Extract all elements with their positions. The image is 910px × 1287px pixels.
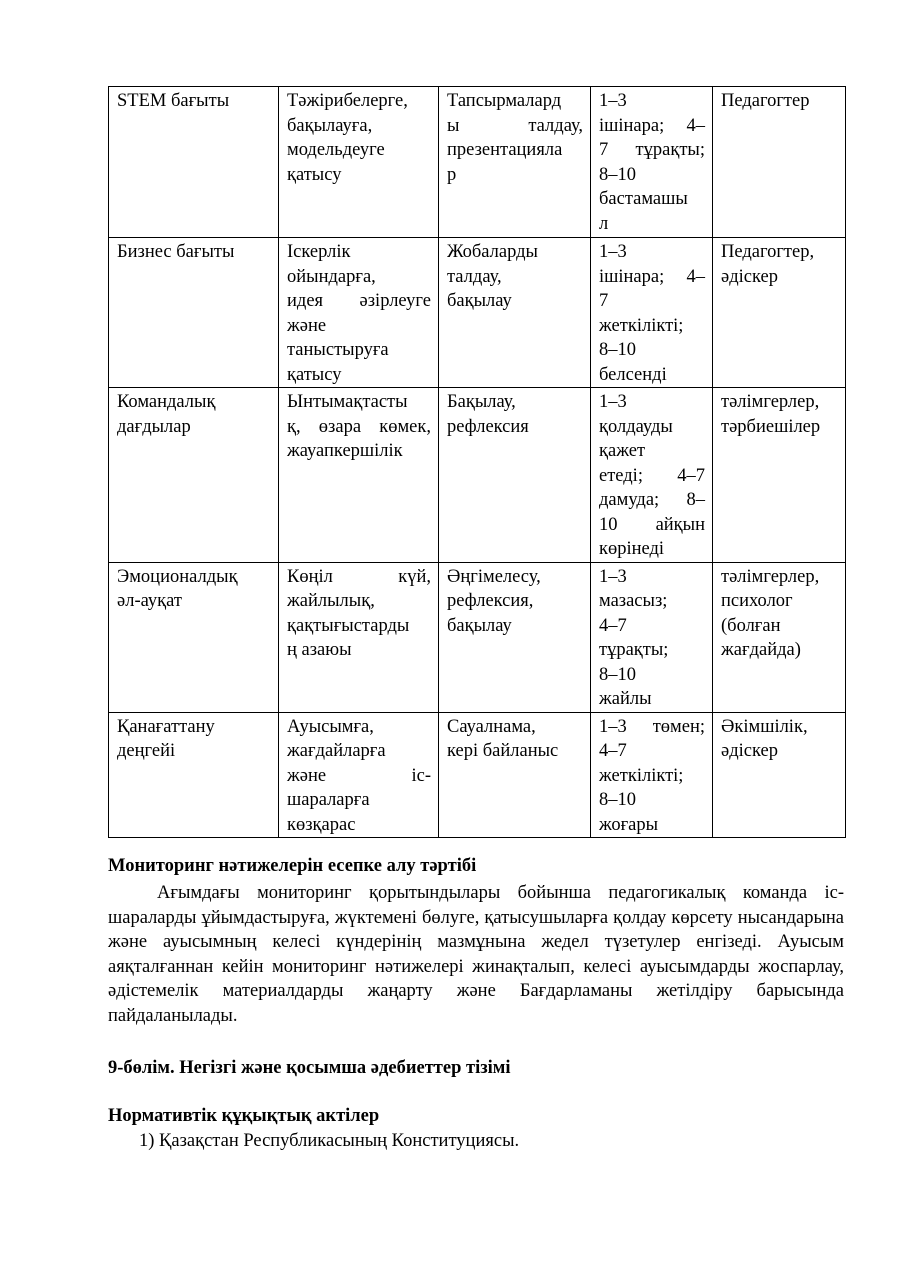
cell-line: Эмоционалдық xyxy=(117,566,238,587)
cell-line: белсенді xyxy=(599,364,667,385)
cell-line: кері байланыс xyxy=(447,741,559,761)
cell-line: мазасыз; xyxy=(599,591,668,611)
cell-line: психолог xyxy=(721,591,793,611)
table-row xyxy=(109,712,846,838)
monitoring-table xyxy=(108,86,846,838)
cell-line: рефлексия, xyxy=(447,591,534,611)
cell-method xyxy=(439,388,591,563)
cell-line: қолдауды xyxy=(599,416,673,437)
cell-line: Әкімшілік, xyxy=(721,716,808,737)
cell-direction xyxy=(109,87,279,238)
cell-line: 1–3 xyxy=(599,91,627,111)
table-row xyxy=(109,562,846,712)
cell-line: Педагогтер xyxy=(721,91,810,111)
cell-line: жағдайда) xyxy=(721,640,801,660)
cell-line: қажет xyxy=(599,441,646,461)
cell-line: Іскерлік xyxy=(287,242,351,262)
cell-line: 4–7 xyxy=(599,741,627,761)
cell-line: әдіскер xyxy=(721,266,778,287)
cell-line: ы талдау, xyxy=(447,115,583,136)
cell-line: көзқарас xyxy=(287,814,356,835)
section-heading: Мониторинг нәтижелерін есепке алу тәртібі xyxy=(108,856,477,876)
cell-line: Тапсырмалард xyxy=(447,91,562,111)
cell-line: ойындарға, xyxy=(287,266,376,287)
cell-direction xyxy=(109,388,279,563)
cell-scale xyxy=(591,388,713,563)
cell-line: бастамашы xyxy=(599,189,688,209)
cell-line: 1–3 төмен; xyxy=(599,716,705,737)
cell-line: жоғары xyxy=(599,814,659,835)
cell-line: Ауысымға, xyxy=(287,716,374,737)
cell-scale xyxy=(591,562,713,712)
cell-line: Педагогтер, xyxy=(721,242,815,262)
cell-line: Көңіл күй, xyxy=(287,566,431,587)
cell-line: рефлексия xyxy=(447,416,529,437)
cell-line: Қанағаттану xyxy=(117,716,215,737)
cell-line: қақтығыстарды xyxy=(287,615,410,636)
cell-line: әл-ауқат xyxy=(117,591,182,611)
cell-line: 1–3 xyxy=(599,392,627,412)
cell-line: 1–3 xyxy=(599,566,627,587)
cell-line: Ынтымақтасты xyxy=(287,392,408,412)
cell-criteria xyxy=(279,712,439,838)
cell-line: жауапкершілік xyxy=(287,441,403,461)
cell-scale xyxy=(591,712,713,838)
cell-line: жеткілікті; xyxy=(599,765,684,786)
cell-criteria xyxy=(279,562,439,712)
cell-line: 8–10 xyxy=(599,164,636,185)
cell-line: шараларға xyxy=(287,790,370,810)
cell-responsible xyxy=(713,87,846,238)
cell-method xyxy=(439,238,591,388)
cell-line: 4–7 xyxy=(599,615,627,636)
cell-line: бақылау xyxy=(447,615,512,636)
subheading: Нормативтік құқықтық актілер xyxy=(108,1106,380,1126)
cell-direction xyxy=(109,562,279,712)
cell-method xyxy=(439,712,591,838)
cell-line: дағдылар xyxy=(117,416,191,437)
cell-line: тәрбиешілер xyxy=(721,416,821,437)
cell-line: Бизнес бағыты xyxy=(117,242,235,262)
cell-line: STEM бағыты xyxy=(117,91,230,111)
cell-line: 8–10 xyxy=(599,340,636,360)
table-row xyxy=(109,87,846,238)
cell-method xyxy=(439,87,591,238)
cell-line: 8–10 xyxy=(599,664,636,685)
cell-line: Бақылау, xyxy=(447,392,516,412)
cell-line: қ, өзара көмек, xyxy=(287,416,431,437)
cell-line: бақылауға, xyxy=(287,115,373,136)
cell-line: дамуда; 8– xyxy=(599,490,705,510)
cell-line: идея әзірлеуге xyxy=(287,291,431,311)
cell-line: модельдеуге xyxy=(287,140,385,160)
cell-criteria xyxy=(279,388,439,563)
cell-criteria xyxy=(279,87,439,238)
cell-line: 1–3 xyxy=(599,242,627,262)
cell-line: қатысу xyxy=(287,364,342,385)
cell-line: бақылау xyxy=(447,291,512,311)
cell-line: талдау, xyxy=(447,266,502,287)
cell-line: 7 xyxy=(599,291,609,311)
cell-line: Жобаларды xyxy=(447,242,538,262)
cell-line: Тәжірибелерге, xyxy=(287,91,408,111)
table-row xyxy=(109,238,846,388)
cell-line: әдіскер xyxy=(721,741,778,761)
cell-line: 10 айқын xyxy=(599,514,705,535)
cell-scale xyxy=(591,87,713,238)
cell-line: жайлы xyxy=(599,689,652,709)
table-row xyxy=(109,388,846,563)
body-paragraph: Ағымдағы мониторинг қорытындылары бойынша педагогикалық команда іс-шараларды ұйымдастыруға, жүктемені бөлуге, қатысушыларға қолдау көрсету нысандарына және ауысымның келесі күндерінің мазмұнына жедел түзетулер енгізеді. Ауысым аяқталғаннан кейін мониторинг нәтижелері жинақталып, келесі ауысымдарды жоспарлау, әдістемелік материалдарды жаңарту және Бағдарламаны жетілдіру барысында пайдаланылады. xyxy=(108,883,844,1026)
cell-line: Әңгімелесу, xyxy=(447,566,541,587)
cell-scale xyxy=(591,238,713,388)
cell-line: тәлімгерлер, xyxy=(721,566,820,587)
cell-line: тәлімгерлер, xyxy=(721,392,820,412)
cell-line: ішінара; 4– xyxy=(599,266,705,287)
cell-line: деңгейі xyxy=(117,741,176,761)
cell-responsible xyxy=(713,562,846,712)
cell-responsible xyxy=(713,388,846,563)
cell-line: (болған xyxy=(721,615,781,636)
cell-criteria xyxy=(279,238,439,388)
cell-line: тұрақты; xyxy=(599,640,669,660)
cell-responsible xyxy=(713,238,846,388)
cell-method xyxy=(439,562,591,712)
cell-line: қатысу xyxy=(287,164,342,185)
cell-line: Сауалнама, xyxy=(447,716,536,737)
cell-line: презентацияла xyxy=(447,140,563,160)
cell-line: және xyxy=(287,315,327,336)
cell-line: Командалық xyxy=(117,392,216,412)
cell-line: етеді; 4–7 xyxy=(599,465,705,486)
list-item: 1) Қазақстан Республикасының Конституциясы. xyxy=(139,1131,520,1151)
cell-line: л xyxy=(599,213,609,234)
cell-line: 8–10 xyxy=(599,790,636,810)
cell-direction xyxy=(109,712,279,838)
cell-line: таныстыруға xyxy=(287,340,389,360)
cell-line: жайлылық, xyxy=(287,591,375,611)
cell-line: ң азаюы xyxy=(287,640,352,660)
cell-line: жеткілікті; xyxy=(599,315,684,336)
cell-line: жағдайларға xyxy=(287,741,386,761)
cell-line: көрінеді xyxy=(599,539,665,559)
cell-line: р xyxy=(447,164,457,185)
cell-line: және іс- xyxy=(287,765,431,786)
chapter-heading: 9-бөлім. Негізгі және қосымша әдебиеттер тізімі xyxy=(108,1058,511,1078)
cell-responsible xyxy=(713,712,846,838)
cell-line: ішінара; 4– xyxy=(599,115,705,136)
cell-line: 7 тұрақты; xyxy=(599,140,705,160)
cell-direction xyxy=(109,238,279,388)
